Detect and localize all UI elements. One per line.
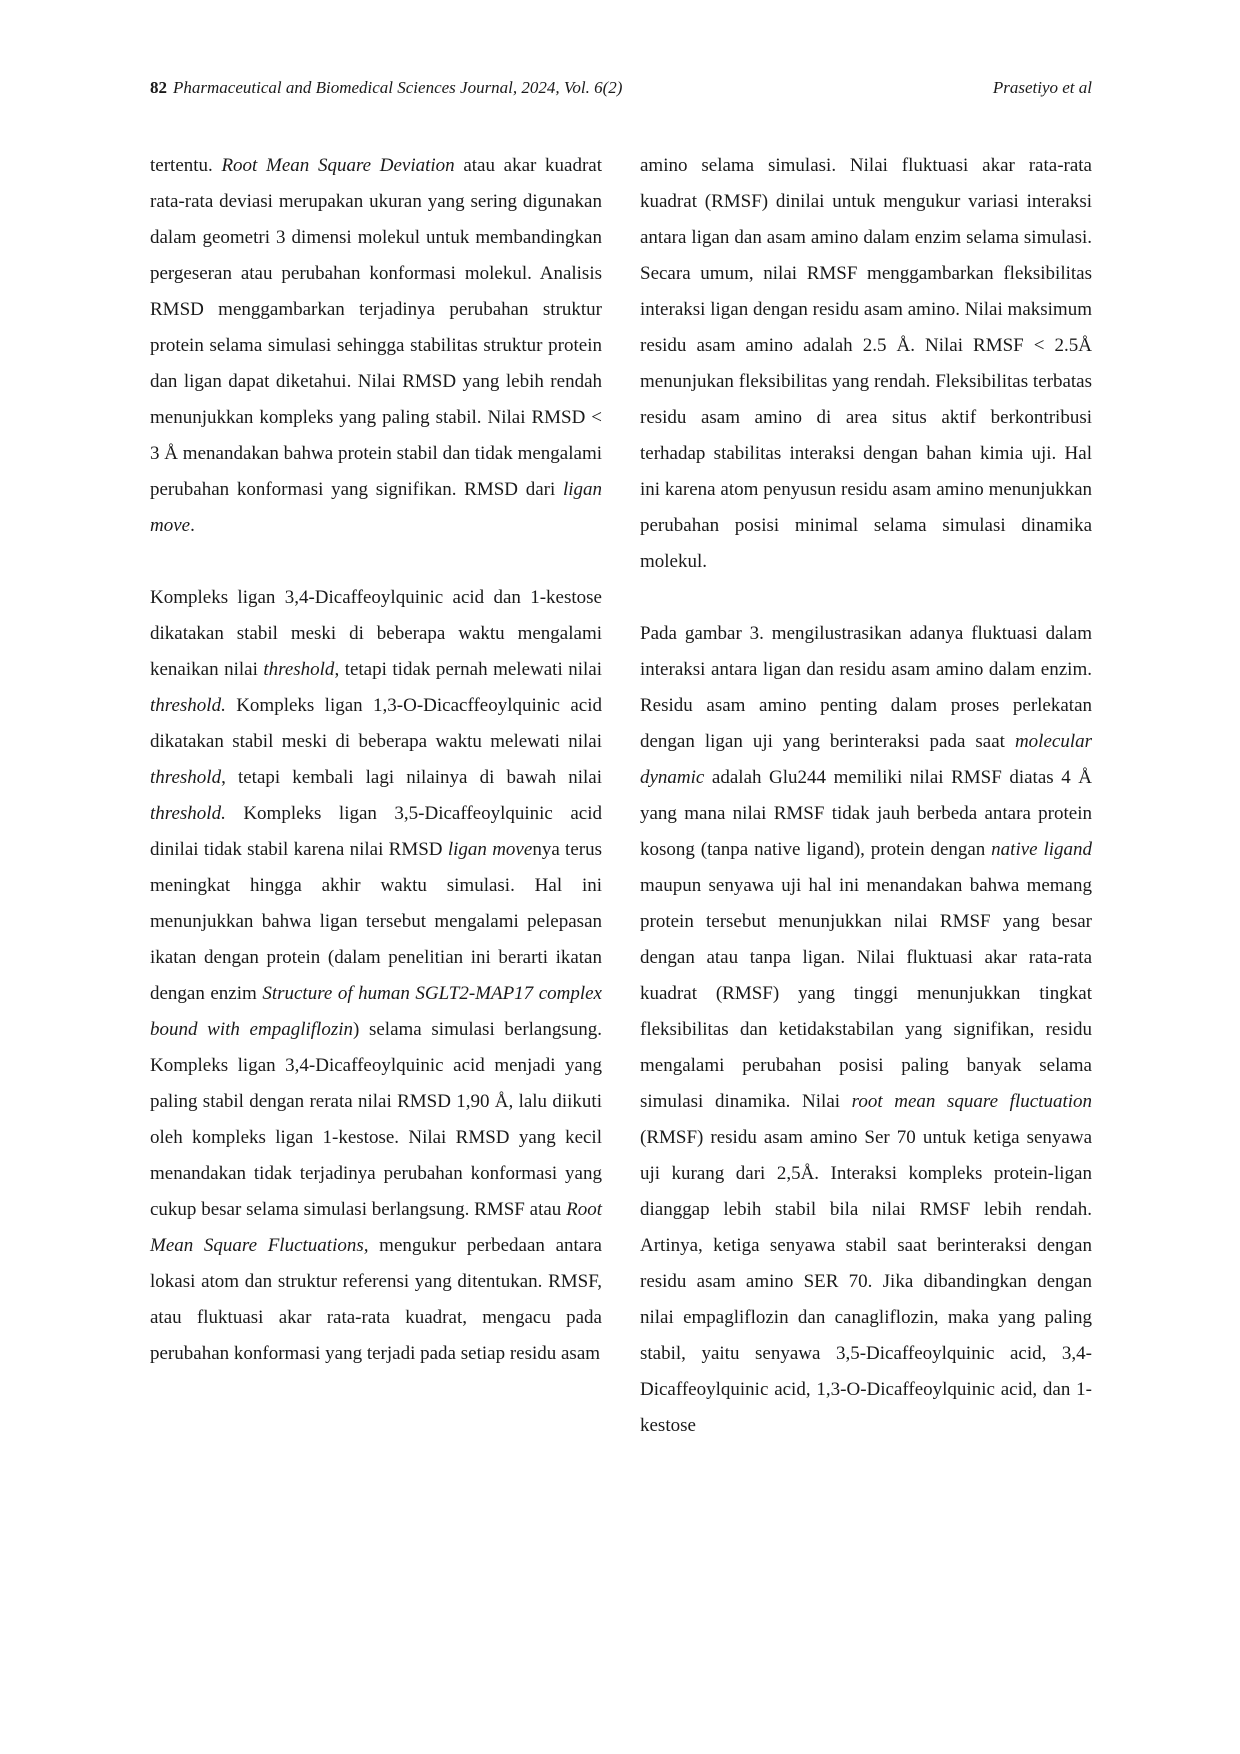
text-span: maupun senyawa uji hal ini menandakan bahwa memang protein tersebut menunjukkan nilai RMSF yang besar dengan atau tanpa ligan. Nilai fluktuasi akar rata-rata kuadrat (RMSF) yang tinggi menunjukkan tingkat fleksibilitas dan ketidakstabilan yang signifikan, residu mengalami perubahan posisi paling banyak selama simulasi dinamika. Nilai: [640, 875, 1092, 1112]
italic-term: threshold.: [150, 695, 226, 716]
italic-term: ligan move: [150, 479, 602, 536]
text-span: atau akar kuadrat rata-rata deviasi merupakan ukuran yang sering digunakan dalam geometri 3 dimensi molekul untuk membandingkan pergeseran atau perubahan konformasi molekul. Analisis RMSD menggambarkan terjadinya perubahan struktur protein selama simulasi sehingga stabilitas struktur protein dan ligan dapat diketahui. Nilai RMSD yang lebih rendah menunjukkan kompleks yang paling stabil. Nilai RMSD < 3 Å menandakan bahwa protein stabil dan tidak mengalami perubahan konformasi yang signifikan. RMSD dari: [150, 155, 602, 500]
italic-term: native ligand: [991, 839, 1093, 860]
text-span: Kompleks ligan 3,5-Dicaffeoylquinic acid dinilai tidak stabil karena nilai RMSD: [150, 803, 602, 860]
paragraph-rmsd-definition: [150, 148, 602, 544]
italic-term: Root Mean Square Fluctuations,: [150, 1199, 602, 1256]
text-span: adalah Glu244 memiliki nilai RMSF diatas 4 Å yang mana nilai RMSF tidak jauh berbeda antara protein kosong (tanpa native ligand), protein dengan: [640, 767, 1092, 860]
paragraph-rmsf-description: amino selama simulasi. Nilai fluktuasi akar rata-rata kuadrat (RMSF) dinilai untuk mengukur variasi interaksi antara ligan dan asam amino dalam enzim selama simulasi. Secara umum, nilai RMSF menggambarkan fleksibilitas interaksi ligan dengan residu asam amino. Nilai maksimum residu asam amino adalah 2.5 Å. Nilai RMSF < 2.5Å menunjukan fleksibilitas yang rendah. Fleksibilitas terbatas residu asam amino di area situs aktif berkontribusi terhadap stabilitas interaksi dengan bahan kimia uji. Hal ini karena atom penyusun residu asam amino menunjukkan perubahan posisi minimal selama simulasi dinamika molekul.: [640, 155, 1092, 572]
italic-term: Structure of human SGLT2-MAP17 complex bound with empagliflozin: [150, 983, 602, 1040]
italic-term: molecular dynamic: [640, 731, 1092, 788]
text-span: nya terus meningkat hingga akhir waktu simulasi. Hal ini menunjukkan bahwa ligan tersebut mengalami pelepasan ikatan dengan protein (dalam penelitian ini berarti ikatan dengan enzim: [150, 839, 602, 1004]
text-span: (RMSF) residu asam amino Ser 70 untuk ketiga senyawa uji kurang dari 2,5Å. Interaksi kompleks protein-ligan dianggap lebih stabil bila nilai RMSF lebih rendah. Artinya, ketiga senyawa stabil saat berinteraksi dengan residu asam amino SER 70. Jika dibandingkan dengan nilai empagliflozin dan canagliflozin, maka yang paling stabil, yaitu senyawa 3,5-Dicaffeoylquinic acid, 3,4-Dicaffeoylquinic acid, 1,3-O-Dicaffeoylquinic acid, dan 1-kestose: [640, 1127, 1092, 1436]
text-span: Pada gambar 3. mengilustrasikan adanya fluktuasi dalam interaksi antara ligan dan residu asam amino dalam enzim. Residu asam amino penting dalam proses perlekatan dengan ligan uji yang berinteraksi pada saat: [640, 623, 1092, 752]
italic-term: threshold.: [150, 803, 226, 824]
left-column: [150, 148, 602, 1372]
journal-citation: Pharmaceutical and Biomedical Sciences Journal, 2024, Vol. 6(2): [173, 78, 623, 97]
page-number: 82: [150, 78, 167, 97]
paragraph-figure-3-discussion: [640, 616, 1092, 1444]
text-span: mengukur perbedaan antara lokasi atom dan struktur referensi yang ditentukan. RMSF, atau fluktuasi akar rata-rata kuadrat, mengacu pada perubahan konformasi yang terjadi pada setiap residu asam: [150, 1235, 602, 1364]
text-span: , tetapi tidak pernah melewati nilai: [334, 659, 602, 680]
italic-term: threshold: [150, 767, 222, 788]
italic-term: ligan move: [447, 839, 533, 860]
italic-term: threshold: [263, 659, 335, 680]
running-author: Prasetiyo et al: [992, 78, 1092, 97]
paragraph-complex-stability: [150, 580, 602, 1372]
text-span: Kompleks ligan 3,4-Dicaffeoylquinic acid dan 1-kestose dikatakan stabil meski di beberapa waktu mengalami kenaikan nilai: [150, 587, 602, 680]
text-span: , tetapi kembali lagi nilainya di bawah nilai: [221, 767, 602, 788]
right-column: [640, 148, 1092, 1444]
text-span: .: [190, 515, 195, 536]
text-span: tertentu.: [150, 155, 222, 176]
text-span: ) selama simulasi berlangsung. Kompleks ligan 3,4-Dicaffeoylquinic acid menjadi yang paling stabil dengan rerata nilai RMSD 1,90 Å, lalu diikuti oleh kompleks ligan 1-kestose. Nilai RMSD yang kecil menandakan tidak terjadinya perubahan konformasi yang cukup besar selama simulasi berlangsung. RMSF atau: [150, 1019, 602, 1220]
italic-term: root mean square fluctuation: [851, 1091, 1092, 1112]
running-header: [150, 74, 1092, 102]
italic-term: Root Mean Square Deviation: [221, 155, 455, 176]
text-span: Kompleks ligan 1,3-O-Dicacffeoylquinic acid dikatakan stabil meski di beberapa waktu melewati nilai: [150, 695, 602, 752]
